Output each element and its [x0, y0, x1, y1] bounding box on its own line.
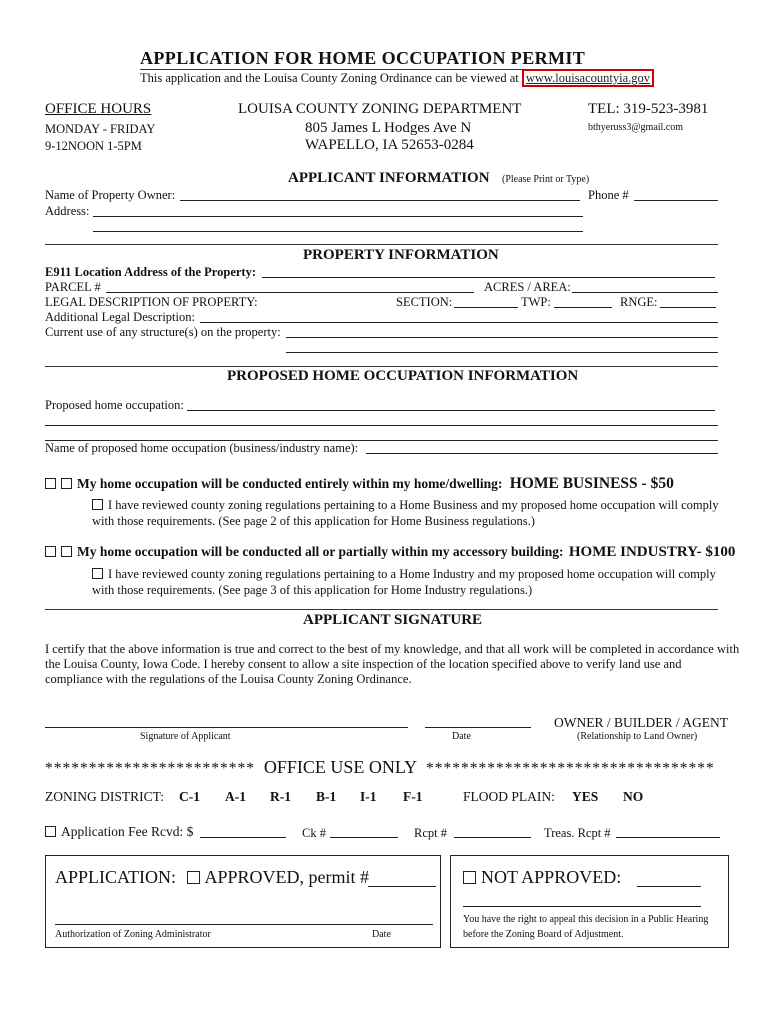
not-approved-field[interactable] — [637, 886, 701, 887]
office-hours-label: OFFICE HOURS — [45, 101, 152, 117]
approved-label: APPROVED, permit # — [204, 867, 370, 887]
rnge-field[interactable] — [660, 307, 716, 308]
home-business-text: My home occupation will be conducted entirely within my home/dwelling: — [77, 476, 503, 491]
district-f1[interactable]: F-1 — [403, 789, 423, 804]
checkbox-icon[interactable] — [187, 871, 200, 884]
home-industry-type: HOME INDUSTRY- $100 — [568, 544, 736, 560]
applicant-signature-field[interactable] — [45, 727, 408, 728]
header-subtitle — [140, 71, 654, 86]
proposed-occupation-field-1[interactable] — [187, 410, 715, 411]
district-a1[interactable]: A-1 — [225, 789, 246, 804]
home-business-type: HOME BUSINESS - $50 — [509, 475, 674, 492]
department-email[interactable]: bthyeruss3@gmail.com — [588, 122, 684, 133]
zoning-district-label: ZONING DISTRICT: — [45, 789, 164, 804]
check-number-label: Ck # — [302, 826, 326, 840]
certify-line-2: the Louisa County, Iowa Code. I hereby consent to allow a site inspection of the location specified above to verify land use and — [45, 657, 682, 671]
office-times: 9-12NOON 1-5PM — [45, 139, 142, 153]
department-phone: TEL: 319-523-3981 — [588, 101, 709, 117]
district-c1[interactable]: C-1 — [179, 789, 200, 804]
applicant-note: (Please Print or Type) — [502, 174, 590, 185]
application-label: APPLICATION: — [55, 867, 177, 887]
parcel-field[interactable] — [106, 292, 474, 293]
business-ack-line-2: with those requirements. (See page 2 of this application for Home Business regulations.) — [92, 514, 535, 528]
parcel-label: PARCEL # — [45, 280, 101, 294]
address-label: Address: — [45, 204, 90, 218]
appeal-note-line-2: before the Zoning Board of Adjustment. — [463, 929, 624, 940]
section-divider — [45, 366, 718, 367]
office-days: MONDAY - FRIDAY — [45, 122, 156, 136]
administrator-signature-field[interactable] — [55, 924, 433, 925]
additional-legal-label: Additional Legal Description: — [45, 310, 195, 324]
receipt-field[interactable] — [454, 837, 531, 838]
section-field[interactable] — [454, 307, 518, 308]
current-use-field-1[interactable] — [286, 337, 718, 338]
page-title: APPLICATION FOR HOME OCCUPATION PERMIT — [140, 48, 586, 68]
acres-label: ACRES / AREA: — [484, 280, 571, 294]
business-ack-line-1: I have reviewed county zoning regulations pertaining to a Home Business and my proposed home occupation will comply — [108, 498, 719, 512]
fee-received-label: Application Fee Rcvd: $ — [61, 824, 194, 839]
business-name-field[interactable] — [366, 453, 718, 454]
additional-legal-field[interactable] — [200, 322, 718, 323]
section-label: SECTION: — [396, 295, 453, 309]
receipt-label: Rcpt # — [414, 826, 447, 840]
relationship-label: (Relationship to Land Owner) — [577, 731, 698, 742]
home-business-option[interactable] — [45, 475, 674, 493]
department-city: WAPELLO, IA 52653-0284 — [305, 137, 474, 153]
relationship-options: OWNER / BUILDER / AGENT — [554, 715, 728, 730]
flood-plain-no[interactable]: NO — [623, 789, 644, 804]
checkbox-icon[interactable] — [45, 478, 56, 489]
signature-heading: APPLICANT SIGNATURE — [303, 612, 483, 628]
fee-amount-field[interactable] — [200, 837, 286, 838]
checkbox-icon[interactable] — [61, 478, 72, 489]
home-business-ack[interactable] — [92, 498, 719, 513]
address-field-1[interactable] — [93, 216, 583, 217]
flood-plain-label: FLOOD PLAIN: — [463, 789, 555, 804]
current-use-label: Current use of any structure(s) on the property: — [45, 325, 281, 339]
phone-label: Phone # — [588, 188, 629, 202]
appeal-note-line-1: You have the right to appeal this decision in a Public Hearing — [463, 914, 709, 925]
property-heading: PROPERTY INFORMATION — [303, 247, 499, 263]
occupation-heading: PROPOSED HOME OCCUPATION INFORMATION — [227, 368, 579, 384]
stars-right: ********************************* — [425, 760, 715, 777]
department-street: 805 James L Hodges Ave N — [305, 120, 472, 136]
certify-line-1: I certify that the above information is true and correct to the best of my knowledge, and that all work will be completed in accordance with — [45, 642, 740, 656]
not-approved[interactable] — [463, 867, 621, 888]
phone-field[interactable] — [634, 200, 718, 201]
district-r1[interactable]: R-1 — [270, 789, 291, 804]
office-use-banner — [45, 757, 715, 778]
checkbox-icon[interactable] — [463, 871, 476, 884]
home-industry-text: My home occupation will be conducted all or partially within my accessory building: — [77, 544, 564, 559]
twp-field[interactable] — [554, 307, 612, 308]
industry-ack-line-1: I have reviewed county zoning regulations pertaining to a Home Industry and my proposed home occupation will comply — [108, 567, 716, 581]
address-field-2[interactable] — [93, 231, 583, 232]
e911-label: E911 Location Address of the Property: — [45, 265, 256, 279]
owner-name-label: Name of Property Owner: — [45, 188, 176, 202]
checkbox-icon[interactable] — [45, 826, 56, 837]
section-divider — [45, 609, 718, 610]
applicant-date-field[interactable] — [425, 727, 531, 728]
fee-received[interactable] — [45, 824, 193, 840]
section-divider — [45, 244, 718, 245]
administrator-label: Authorization of Zoning Administrator — [55, 929, 211, 940]
twp-label: TWP: — [521, 295, 551, 309]
administrator-date-label: Date — [372, 929, 391, 940]
rnge-label: RNGE: — [620, 295, 658, 309]
stars-left: ************************ — [45, 760, 255, 777]
department-name: LOUISA COUNTY ZONING DEPARTMENT — [238, 101, 522, 117]
district-b1[interactable]: B-1 — [316, 789, 337, 804]
checkbox-icon[interactable] — [92, 568, 103, 579]
permit-number-field[interactable] — [368, 886, 436, 887]
website-link[interactable]: www.louisacountyia.gov — [522, 69, 654, 87]
office-use-label: OFFICE USE ONLY — [263, 757, 418, 777]
current-use-field-2[interactable] — [286, 352, 718, 353]
flood-plain-yes[interactable]: YES — [572, 789, 599, 804]
business-name-label: Name of proposed home occupation (business/industry name): — [45, 441, 359, 455]
not-approved-reason-field[interactable] — [463, 906, 701, 907]
check-number-field[interactable] — [330, 837, 398, 838]
checkbox-icon[interactable] — [92, 499, 103, 510]
signature-label: Signature of Applicant — [140, 731, 231, 742]
signature-date-label: Date — [452, 731, 471, 742]
district-i1[interactable]: I-1 — [360, 789, 377, 804]
not-approved-label: NOT APPROVED: — [481, 867, 622, 887]
treasurer-receipt-field[interactable] — [616, 837, 720, 838]
proposed-occupation-label: Proposed home occupation: — [45, 398, 184, 412]
subtitle-text: This application and the Louisa County Zoning Ordinance can be viewed at — [140, 71, 519, 85]
proposed-occupation-field-2[interactable] — [45, 425, 718, 426]
checkbox-icon[interactable] — [45, 546, 56, 557]
acres-field[interactable] — [572, 292, 718, 293]
industry-ack-line-2: with those requirements. (See page 3 of this application for Home Industry regulations.) — [92, 583, 533, 597]
home-industry-option[interactable] — [45, 544, 735, 561]
checkbox-icon[interactable] — [61, 546, 72, 557]
home-industry-ack[interactable] — [92, 567, 716, 582]
owner-name-field[interactable] — [180, 200, 580, 201]
e911-field[interactable] — [262, 277, 715, 278]
certify-line-3: compliance with the regulations of the Louisa County Zoning Ordinance. — [45, 672, 412, 686]
application-approval[interactable] — [55, 867, 369, 888]
legal-description-label: LEGAL DESCRIPTION OF PROPERTY: — [45, 295, 258, 309]
treasurer-receipt-label: Treas. Rcpt # — [544, 826, 611, 840]
applicant-heading: APPLICANT INFORMATION — [288, 170, 490, 186]
